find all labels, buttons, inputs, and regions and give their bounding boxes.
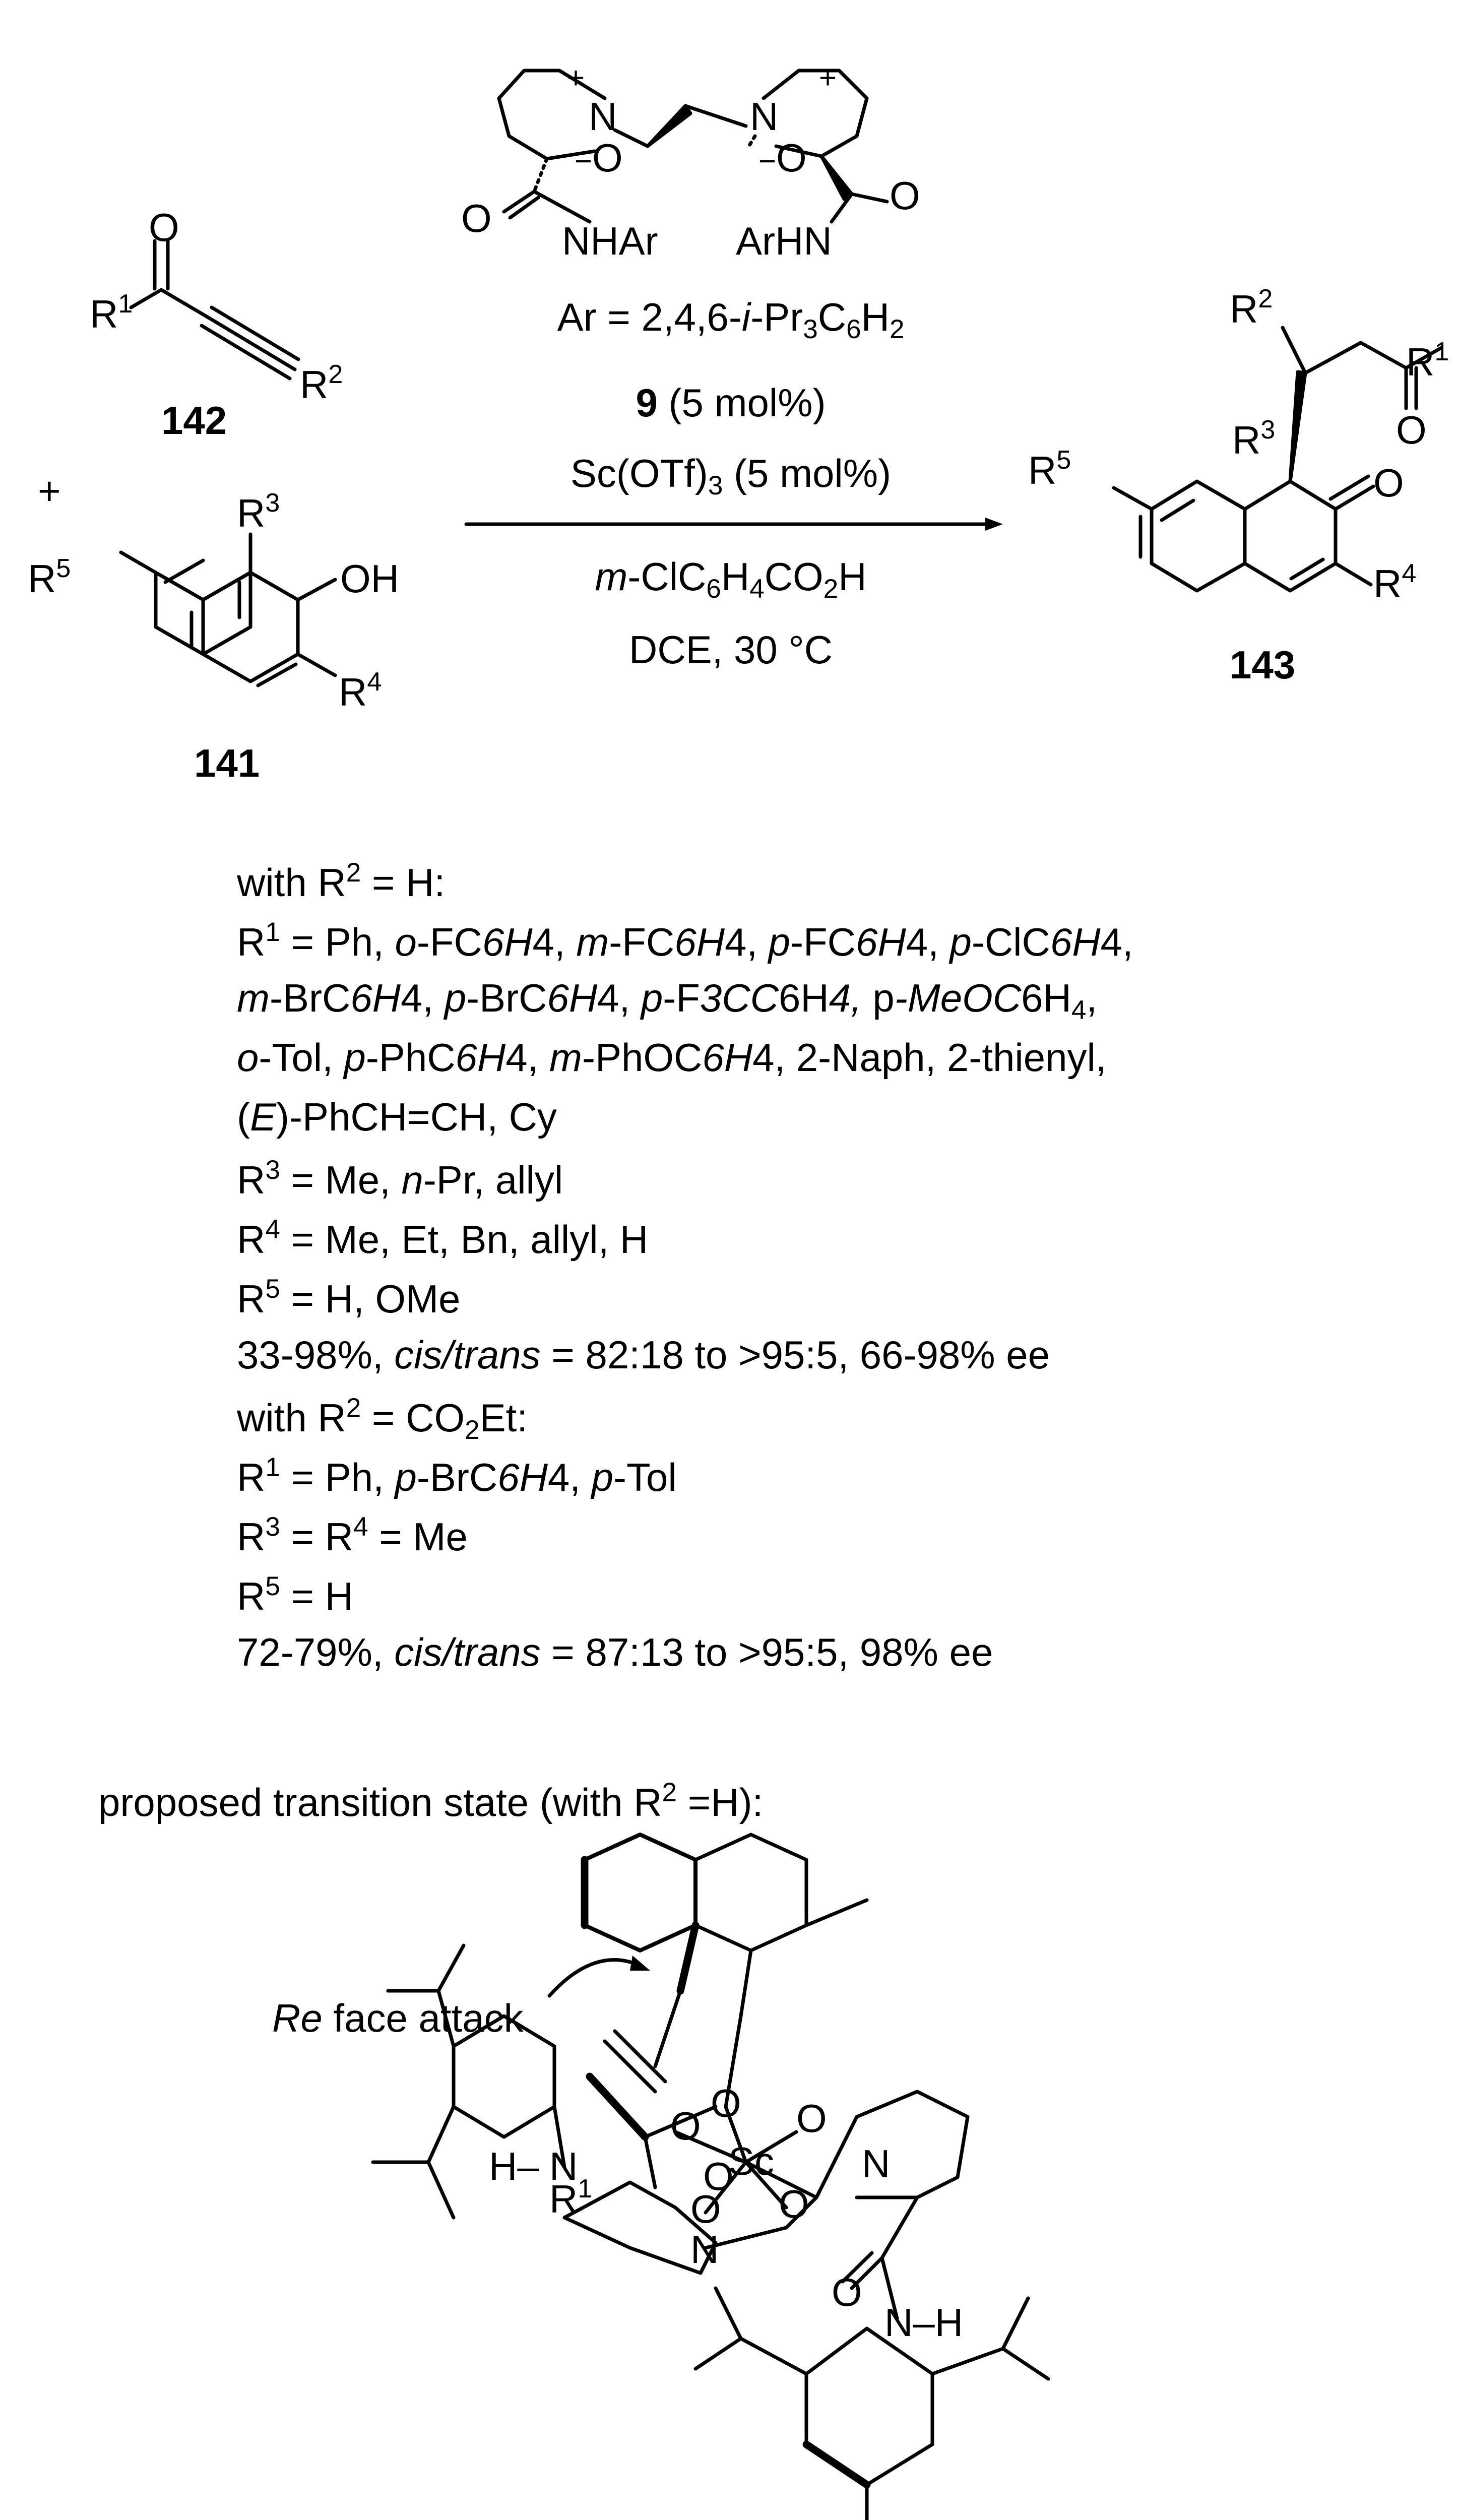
plus-sign: + bbox=[38, 469, 61, 513]
scope-line: o-Tol, p-PhC6H4, m-PhOC6H4, 2-Naph, 2-thienyl, bbox=[237, 1035, 1107, 1080]
atom-R2-product: $R^2$ bbox=[1230, 284, 1273, 331]
charge-plus-right: + bbox=[819, 61, 837, 95]
reaction-arrow bbox=[466, 518, 1003, 531]
ts-atom-Sc: Sc bbox=[728, 2139, 775, 2183]
scope-line: 72-79%, cis/trans = 87:13 to >95:5, 98% ee bbox=[237, 1630, 993, 1674]
atom-R1-ynone: $R^1$ bbox=[90, 289, 133, 336]
ynone-142-bonds bbox=[131, 241, 298, 379]
transition-state-heading: proposed transition state (with $R^2 =H$): bbox=[98, 1778, 764, 1825]
atom-O-amide-right: O bbox=[890, 173, 920, 218]
ts-atom-O-6: O bbox=[832, 2270, 862, 2314]
atom-R5-product: $R^5$ bbox=[1028, 446, 1071, 492]
ts-atom-O-5: O bbox=[703, 2154, 734, 2198]
ts-atom-O-1: O bbox=[796, 2096, 827, 2140]
atom-R3-naphthol: $R^3$ bbox=[237, 488, 280, 535]
scope-line: with $R^2 = H$: bbox=[237, 858, 446, 905]
compound-label-141: 141 bbox=[194, 741, 260, 785]
ts-atom-N-2: N bbox=[549, 2144, 578, 2188]
naphthol-141-bonds bbox=[121, 534, 335, 685]
atom-R2-ynone: $R^2$ bbox=[300, 360, 343, 407]
ts-atom-NH: N–H bbox=[884, 2300, 964, 2345]
atom-R5-naphthol: $R^5$ bbox=[28, 554, 71, 601]
face-attack-label: Re face attack bbox=[272, 1996, 524, 2040]
ts-atom-N-3: N bbox=[690, 2227, 719, 2272]
ts-atom-N-1: N bbox=[862, 2141, 891, 2186]
lewis-acid: $Sc(OTf)_3$ (5 mol%) bbox=[570, 451, 892, 500]
scope-line: $R^1 = Ph$, p-BrC6H4, p-Tol bbox=[237, 1453, 677, 1500]
catalyst-loading: 9 (5 mol%) bbox=[636, 381, 826, 425]
scope-line: $R^1 = Ph$, o-FC6H4, m-FC6H4, p-FC6H4, p-ClC6H4, bbox=[237, 917, 1133, 965]
atom-R4-naphthol: $R^4$ bbox=[339, 667, 382, 714]
atom-OH-naphthol: OH bbox=[340, 556, 399, 601]
scope-line: with $R^2 = CO_2Et$: bbox=[237, 1393, 528, 1445]
scope-line: 33-98%, cis/trans = 82:18 to >95:5, 66-98% ee bbox=[237, 1333, 1050, 1377]
ts-atom-H-1: H– bbox=[489, 2144, 539, 2188]
atom-O-ynone: O bbox=[149, 205, 179, 249]
compound-label-142: 142 bbox=[161, 398, 227, 443]
atom-ArHN: ArHN bbox=[736, 219, 832, 263]
atom-R3-product: $R^3$ bbox=[1232, 415, 1276, 462]
solvent-temperature: DCE, 30 °C bbox=[629, 627, 833, 672]
scope-line: (E)-PhCH=CH, Cy bbox=[237, 1095, 557, 1139]
scope-line: $R^3 = Me$, n-Pr, allyl bbox=[237, 1155, 563, 1203]
scope-line: $R^4 = Me$, Et, Bn, allyl, H bbox=[237, 1215, 649, 1262]
scope-line: $R^3 = R^4 = Me$ bbox=[237, 1512, 468, 1559]
atom-N-right: N bbox=[750, 94, 779, 139]
ts-atom-O-4: O bbox=[779, 2182, 809, 2226]
product-143-bonds bbox=[1114, 328, 1441, 591]
ar-definition: $Ar = 2,4,6-i-Pr_3C_6H_2$ bbox=[557, 295, 905, 344]
atom-O-amide-left: O bbox=[461, 196, 492, 240]
atom-O-product-enone: O bbox=[1373, 461, 1404, 505]
atom-N-left: N bbox=[589, 94, 617, 139]
ts-atom-R1: $R^1$ bbox=[549, 2174, 593, 2221]
atom-O-left: −O bbox=[575, 136, 623, 180]
ts-atom-O-naphthoxide: O bbox=[711, 2081, 741, 2125]
atom-R4-product: $R^4$ bbox=[1373, 559, 1417, 606]
atom-NHAr: NHAr bbox=[562, 219, 658, 263]
compound-label-143: 143 bbox=[1230, 643, 1296, 687]
scope-line: m-BrC6H4, p-BrC6H4, p-F3CC6H4, $p-MeOC6H_4$, bbox=[237, 976, 1098, 1025]
atom-O-right: −O bbox=[758, 136, 807, 180]
atom-R1-product: $R^1$ bbox=[1406, 337, 1449, 384]
scope-line: $R^5 = H$ bbox=[237, 1571, 354, 1619]
charge-plus-left: + bbox=[567, 61, 585, 95]
ts-atom-O-2: O bbox=[670, 2104, 701, 2148]
scope-line: $R^5 = H$, OMe bbox=[237, 1274, 461, 1321]
ts-atom-O-3: O bbox=[690, 2187, 721, 2231]
atom-O-product-ketone: O bbox=[1396, 408, 1427, 452]
additive: $m-ClC_6H_4CO_2H$ bbox=[595, 554, 867, 604]
